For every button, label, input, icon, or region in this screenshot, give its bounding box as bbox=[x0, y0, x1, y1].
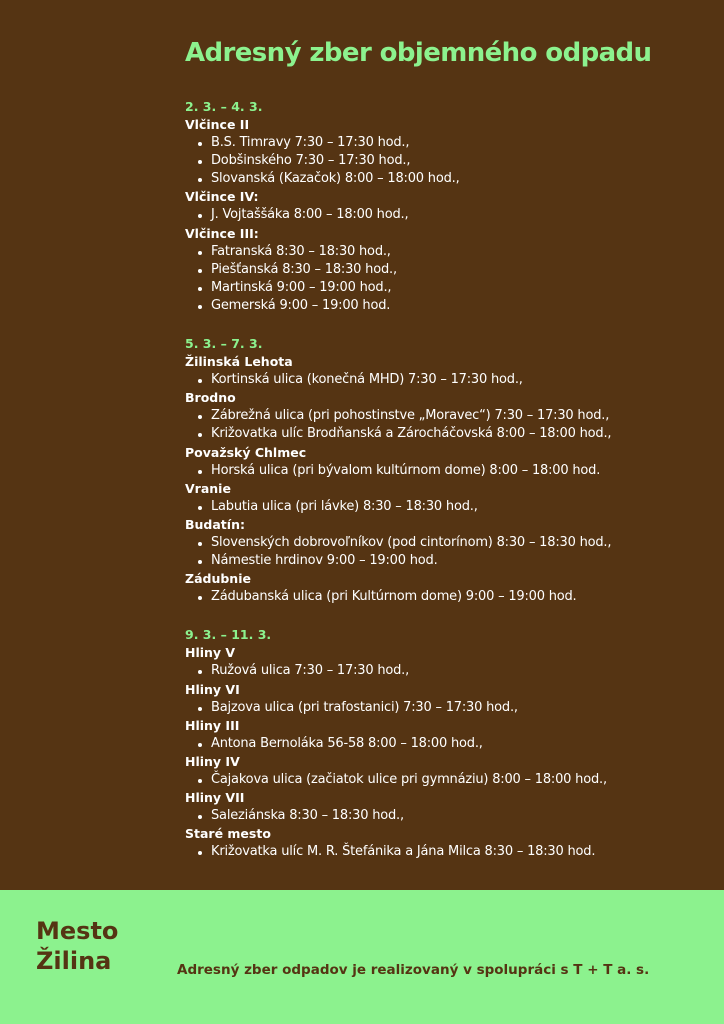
location-item: Ružová ulica 7:30 – 17:30 hod., bbox=[185, 662, 705, 680]
location-list bbox=[185, 534, 705, 570]
location-list bbox=[185, 771, 705, 789]
footer-note: Adresný zber odpadov je realizovaný v spolupráci s T + T a. s. bbox=[177, 962, 650, 978]
area-heading: Vlčince III: bbox=[185, 225, 259, 241]
logo-line-1: Mesto bbox=[36, 917, 119, 945]
schedule-sections bbox=[185, 98, 705, 861]
location-item: Bajzova ulica (pri trafostanici) 7:30 – 17:30 hod., bbox=[185, 699, 705, 717]
area-heading: Hliny IV bbox=[185, 753, 240, 769]
area-heading: Budatín: bbox=[185, 516, 245, 532]
location-list bbox=[185, 371, 705, 389]
location-item: Čajakova ulica (začiatok ulice pri gymnáziu) 8:00 – 18:00 hod., bbox=[185, 771, 705, 789]
date-range: 2. 3. – 4. 3. bbox=[185, 99, 263, 114]
city-logo bbox=[36, 916, 118, 976]
location-item: Labutia ulica (pri lávke) 8:30 – 18:30 hod., bbox=[185, 498, 705, 516]
location-item: Dobšinského 7:30 – 17:30 hod., bbox=[185, 152, 705, 170]
location-list bbox=[185, 462, 705, 480]
location-list bbox=[185, 206, 705, 224]
schedule-section bbox=[185, 335, 705, 606]
date-range: 9. 3. – 11. 3. bbox=[185, 627, 272, 643]
area-heading: Hliny III bbox=[185, 717, 240, 733]
location-item: Zádubanská ulica (pri Kultúrnom dome) 9:00 – 19:00 hod. bbox=[185, 588, 705, 606]
area-heading: Vlčince II bbox=[185, 117, 250, 132]
location-item: Piešťanská 8:30 – 18:30 hod., bbox=[185, 261, 705, 279]
footer bbox=[0, 890, 724, 1024]
schedule-section bbox=[185, 98, 705, 315]
location-list bbox=[185, 243, 705, 315]
location-item: Námestie hrdinov 9:00 – 19:00 hod. bbox=[185, 552, 705, 570]
location-list bbox=[185, 735, 705, 753]
area-heading: Brodno bbox=[185, 390, 236, 406]
area-heading: Vlčince IV: bbox=[185, 189, 259, 205]
location-item: Antona Bernoláka 56-58 8:00 – 18:00 hod., bbox=[185, 735, 705, 753]
schedule-section bbox=[185, 626, 705, 861]
location-item: Gemerská 9:00 – 19:00 hod. bbox=[185, 297, 705, 315]
date-range: 5. 3. – 7. 3. bbox=[185, 336, 263, 352]
area-heading: Považský Chlmec bbox=[185, 444, 307, 460]
logo-line-2: Žilina bbox=[36, 947, 112, 975]
area-heading: Vranie bbox=[185, 480, 231, 496]
location-item: Horská ulica (pri bývalom kultúrnom dome) 8:00 – 18:00 hod. bbox=[185, 462, 705, 480]
location-item: Križovatka ulíc Brodňanská a Zárocháčovská 8:00 – 18:00 hod., bbox=[185, 425, 705, 443]
area-heading: Žilinská Lehota bbox=[185, 354, 293, 370]
location-item: Saleziánska 8:30 – 18:30 hod., bbox=[185, 807, 705, 825]
location-item: Zábrežná ulica (pri pohostinstve „Moravec“) 7:30 – 17:30 hod., bbox=[185, 407, 705, 425]
area-heading: Hliny VI bbox=[185, 681, 240, 697]
schedule-content bbox=[185, 38, 705, 881]
location-list bbox=[185, 843, 705, 861]
location-list bbox=[185, 134, 705, 188]
area-heading: Zádubnie bbox=[185, 571, 251, 587]
location-list bbox=[185, 498, 705, 516]
location-item: Slovanská (Kazačok) 8:00 – 18:00 hod., bbox=[185, 170, 705, 188]
location-list bbox=[185, 662, 705, 680]
location-item: Križovatka ulíc M. R. Štefánika a Jána Milca 8:30 – 18:30 hod. bbox=[185, 843, 705, 861]
location-item: Martinská 9:00 – 19:00 hod., bbox=[185, 279, 705, 297]
location-list bbox=[185, 588, 705, 606]
location-item: J. Vojtaššáka 8:00 – 18:00 hod., bbox=[185, 206, 705, 224]
location-list bbox=[185, 699, 705, 717]
location-item: Fatranská 8:30 – 18:30 hod., bbox=[185, 243, 705, 261]
location-item: B.S. Timravy 7:30 – 17:30 hod., bbox=[185, 134, 705, 152]
page-title: Adresný zber objemného odpadu bbox=[185, 38, 652, 68]
location-list bbox=[185, 807, 705, 825]
area-heading: Hliny VII bbox=[185, 790, 245, 806]
location-list bbox=[185, 407, 705, 443]
area-heading: Hliny V bbox=[185, 645, 236, 661]
location-item: Slovenských dobrovoľníkov (pod cintorínom) 8:30 – 18:30 hod., bbox=[185, 534, 705, 552]
area-heading: Staré mesto bbox=[185, 826, 271, 842]
location-item: Kortinská ulica (konečná MHD) 7:30 – 17:30 hod., bbox=[185, 371, 705, 389]
